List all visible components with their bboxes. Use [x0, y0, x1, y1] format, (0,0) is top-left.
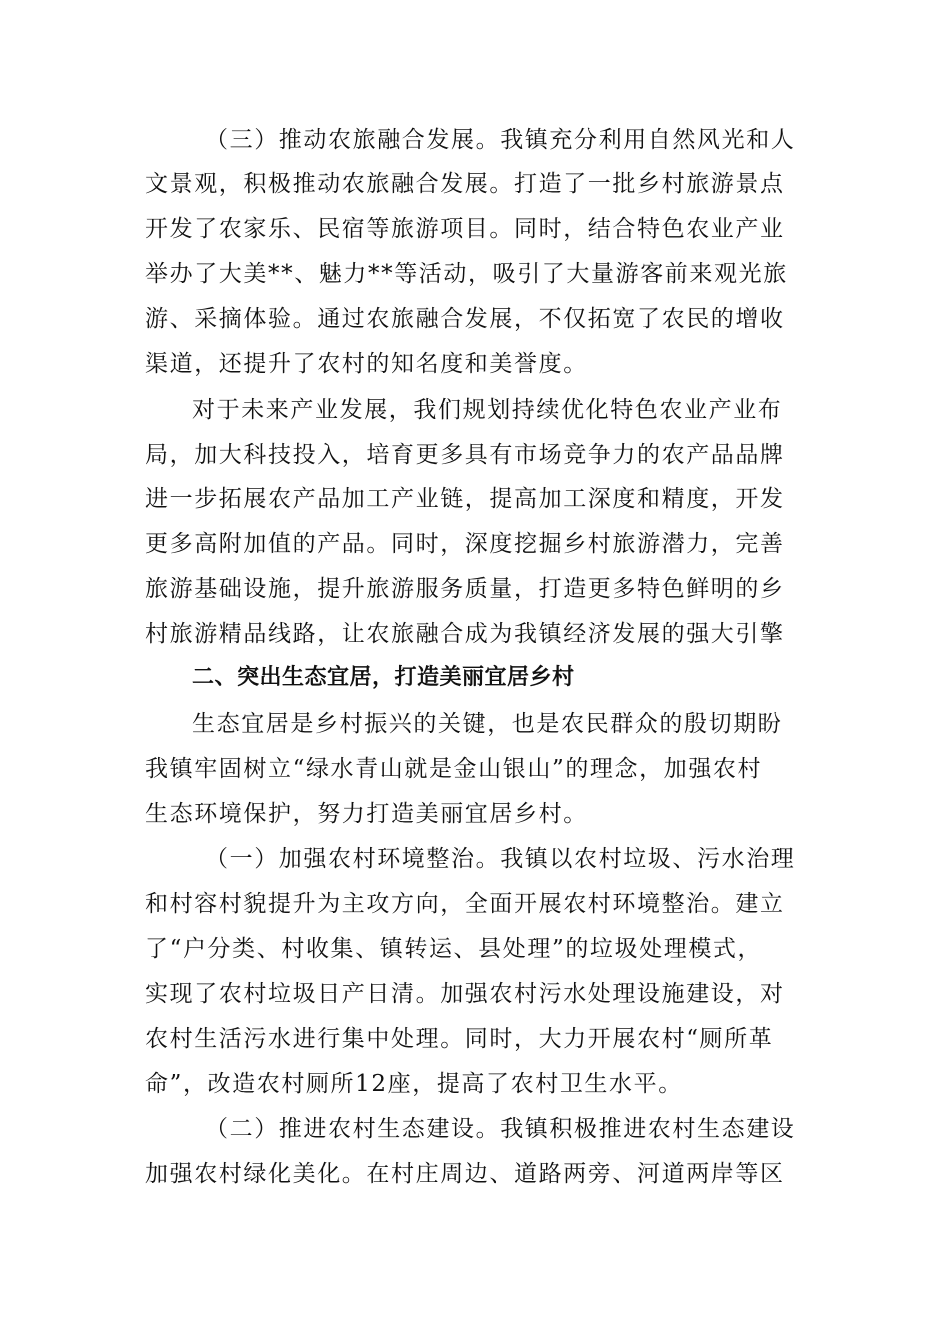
paragraph-line: 实现了农村垃圾日产日清。加强农村污水处理设施建设，对 — [145, 981, 785, 1007]
paragraph-line: 村旅游精品线路，让农旅融合成为我镇经济发展的强大引擎 — [145, 621, 785, 647]
paragraph-line: 我镇牢固树立“绿水青山就是金山银山”的理念，加强农村 — [145, 756, 763, 782]
paragraph-line: 对于未来产业发展，我们规划持续优化特色农业产业布 — [192, 397, 783, 423]
paragraph-line: 更多高附加值的产品。同时，深度挖掘乡村旅游潜力，完善 — [145, 531, 785, 557]
paragraph-line: 和村容村貌提升为主攻方向，全面开展农村环境整治。建立 — [145, 891, 785, 917]
paragraph-line: 开发了农家乐、民宿等旅游项目。同时，结合特色农业产业 — [145, 216, 785, 242]
paragraph-line: 进一步拓展农产品加工产业链，提高加工深度和精度，开发 — [145, 486, 785, 512]
paragraph-line: 生态环境保护，努力打造美丽宜居乡村。 — [145, 801, 588, 827]
paragraph-line: 游、采摘体验。通过农旅融合发展，不仅拓宽了农民的增收 — [145, 306, 785, 332]
paragraph-line: 举办了大美**、魅力**等活动，吸引了大量游客前来观光旅 — [145, 261, 788, 287]
paragraph-line: （二）推进农村生态建设。我镇积极推进农村生态建设 — [205, 1116, 796, 1142]
paragraph-line: （三）推动农旅融合发展。我镇充分利用自然风光和人 — [205, 127, 796, 153]
paragraph-line: 生态宜居是乡村振兴的关键，也是农民群众的殷切期盼 — [192, 711, 783, 737]
paragraph-line: 加强农村绿化美化。在村庄周边、道路两旁、河道两岸等区 — [145, 1161, 785, 1187]
paragraph-line: 命”，改造农村厕所12座，提高了农村卫生水平。 — [145, 1071, 683, 1097]
paragraph-line: 农村生活污水进行集中处理。同时，大力开展农村“厕所革 — [145, 1026, 774, 1052]
paragraph-line: 渠道，还提升了农村的知名度和美誉度。 — [145, 351, 588, 377]
section-heading: 二、突出生态宜居，打造美丽宜居乡村 — [192, 665, 575, 690]
paragraph-line: （一）加强农村环境整治。我镇以农村垃圾、污水治理 — [205, 846, 796, 872]
paragraph-line: 文景观，积极推动农旅融合发展。打造了一批乡村旅游景点 — [145, 171, 785, 197]
paragraph-line: 了“户分类、村收集、镇转运、县处理”的垃圾处理模式， — [145, 936, 763, 962]
paragraph-line: 局，加大科技投入，培育更多具有市场竞争力的农产品品牌 — [145, 442, 785, 468]
paragraph-line: 旅游基础设施，提升旅游服务质量，打造更多特色鲜明的乡 — [145, 576, 785, 602]
